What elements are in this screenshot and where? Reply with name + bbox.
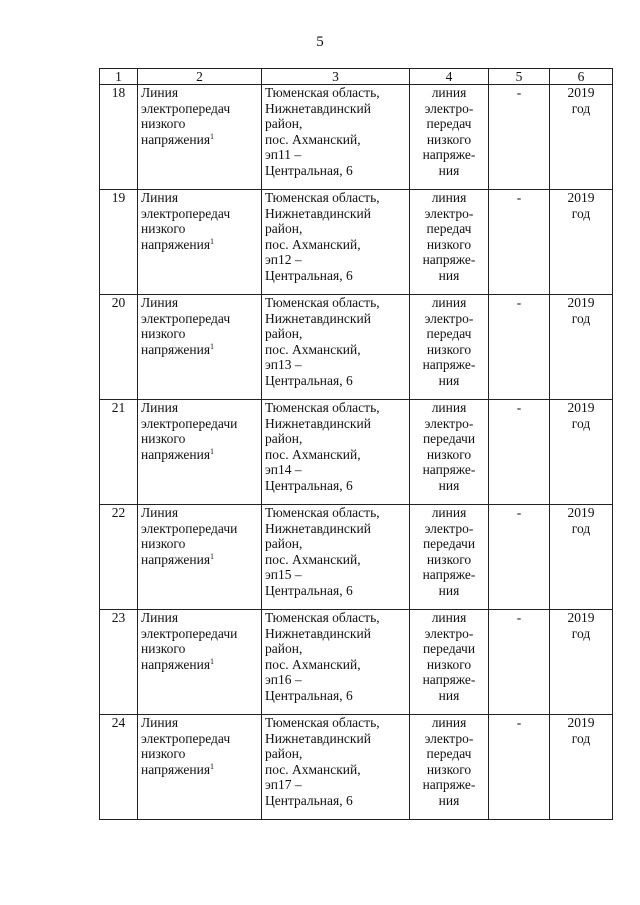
header-cell: 5 [489, 69, 550, 85]
table-row [100, 610, 613, 715]
object-address [262, 190, 410, 295]
type-line: передачи [422, 641, 476, 656]
object-name-line [141, 762, 258, 778]
footnote-marker: 1 [210, 131, 215, 141]
header-cell: 4 [410, 69, 489, 85]
footnote-marker: 1 [210, 551, 215, 561]
type-line: низкого [426, 446, 472, 462]
year-line: год [571, 730, 591, 746]
object-name-text: электропередач [141, 310, 231, 326]
column-5-value: - [489, 715, 550, 820]
table-row [100, 295, 613, 400]
object-name-text: низкого [141, 326, 186, 341]
year-line: год [571, 415, 591, 431]
type-line: электро- [424, 205, 474, 221]
address-line: пос. Ахманский, [265, 131, 361, 147]
address-line: район, [265, 536, 303, 551]
object-type [410, 715, 489, 820]
object-name-line [141, 610, 258, 626]
object-name-text: напряжения [141, 341, 211, 357]
address-line: пос. Ахманский, [265, 341, 361, 357]
table-row [100, 715, 613, 820]
object-name-text: Линия [141, 715, 179, 730]
year-line: год [571, 100, 591, 116]
address-line: Нижнетавдинский [265, 415, 371, 431]
object-name-line [141, 447, 258, 463]
address-line: эп11 – [265, 147, 302, 162]
object-name-text: электропередач [141, 100, 231, 116]
type-line: ния [438, 372, 460, 388]
type-line: электро- [424, 625, 474, 641]
address-line: Центральная, 6 [265, 267, 353, 283]
object-name-line [141, 101, 258, 117]
type-line: низкого [426, 131, 472, 147]
type-line: электро- [424, 310, 474, 326]
address-line: район, [265, 221, 303, 236]
address-line: эп15 – [265, 567, 302, 582]
type-line: электро- [424, 520, 474, 536]
object-type [410, 505, 489, 610]
type-line: ния [438, 582, 460, 598]
address-line: Тюменская область, [265, 715, 380, 730]
footnote-marker: 1 [210, 446, 215, 456]
address-line: район, [265, 431, 303, 446]
footnote-marker: 1 [210, 236, 215, 246]
address-line: Центральная, 6 [265, 792, 353, 808]
object-name-text: электропередачи [141, 625, 238, 641]
year-line: год [571, 310, 591, 326]
column-5-value: - [489, 85, 550, 190]
type-line: электро- [424, 730, 474, 746]
object-name-text: напряжения [141, 236, 211, 252]
object-name-line [141, 206, 258, 222]
object-name [138, 505, 262, 610]
header-cell: 6 [550, 69, 613, 85]
object-name-text: электропередач [141, 730, 231, 746]
type-line: линия [431, 295, 467, 310]
address-line: Нижнетавдинский [265, 625, 371, 641]
object-name-line [141, 746, 258, 762]
address-line: Нижнетавдинский [265, 730, 371, 746]
object-name [138, 85, 262, 190]
address-line: пос. Ахманский, [265, 656, 361, 672]
row-number: 20 [100, 295, 138, 400]
address-line: район, [265, 641, 303, 656]
object-name-line [141, 657, 258, 673]
type-line: напряже- [422, 777, 476, 792]
row-number: 23 [100, 610, 138, 715]
object-type [410, 295, 489, 400]
year-line: год [571, 520, 591, 536]
object-address [262, 85, 410, 190]
type-line: низкого [426, 761, 472, 777]
object-name-line [141, 626, 258, 642]
row-number: 21 [100, 400, 138, 505]
object-name-line [141, 295, 258, 311]
column-5-value: - [489, 505, 550, 610]
type-line: ния [438, 792, 460, 808]
type-line: низкого [426, 341, 472, 357]
table-header [100, 69, 613, 85]
type-line: электро- [424, 415, 474, 431]
object-name-text: напряжения [141, 761, 211, 777]
address-line: Нижнетавдинский [265, 205, 371, 221]
type-line: напряже- [422, 462, 476, 477]
type-line: линия [431, 190, 467, 205]
address-line: эп16 – [265, 672, 302, 687]
object-name-line [141, 85, 258, 101]
year-line: 2019 [567, 400, 595, 415]
column-5-value: - [489, 295, 550, 400]
object-name [138, 190, 262, 295]
type-line: ния [438, 687, 460, 703]
object-name-line [141, 552, 258, 568]
object-address [262, 400, 410, 505]
type-line: передач [426, 116, 472, 131]
type-line: передач [426, 326, 472, 341]
type-line: электро- [424, 100, 474, 116]
object-name-text: электропередачи [141, 520, 238, 536]
column-5-value: - [489, 190, 550, 295]
type-line: линия [431, 85, 467, 100]
row-number: 18 [100, 85, 138, 190]
object-name [138, 610, 262, 715]
object-name-text: электропередачи [141, 415, 238, 431]
address-line: Центральная, 6 [265, 582, 353, 598]
object-name-line [141, 190, 258, 206]
address-line: район, [265, 116, 303, 131]
object-name-line [141, 132, 258, 148]
object-name-text: Линия [141, 400, 179, 415]
table-row [100, 400, 613, 505]
object-address [262, 715, 410, 820]
year-line: год [571, 625, 591, 641]
object-name-line [141, 731, 258, 747]
type-line: линия [431, 715, 467, 730]
type-line: ния [438, 162, 460, 178]
object-name-line [141, 237, 258, 253]
object-name-text: Линия [141, 295, 179, 310]
object-name-text: Линия [141, 505, 179, 520]
year-line: 2019 [567, 610, 595, 625]
address-line: пос. Ахманский, [265, 551, 361, 567]
object-name-line [141, 715, 258, 731]
type-line: напряже- [422, 567, 476, 582]
address-line: Центральная, 6 [265, 687, 353, 703]
object-name-text: низкого [141, 116, 186, 131]
column-5-value: - [489, 610, 550, 715]
year-line: 2019 [567, 715, 595, 730]
object-name-line [141, 311, 258, 327]
object-name-text: низкого [141, 536, 186, 551]
address-line: Нижнетавдинский [265, 310, 371, 326]
address-line: Нижнетавдинский [265, 100, 371, 116]
type-line: низкого [426, 551, 472, 567]
header-row [100, 69, 613, 85]
year-line: 2019 [567, 295, 595, 310]
type-line: низкого [426, 236, 472, 252]
row-number: 19 [100, 190, 138, 295]
object-name-text: напряжения [141, 656, 211, 672]
type-line: передач [426, 221, 472, 236]
table-row [100, 505, 613, 610]
type-line: ния [438, 477, 460, 493]
year-line: 2019 [567, 190, 595, 205]
object-name-text: напряжения [141, 131, 211, 147]
type-line: линия [431, 505, 467, 520]
address-line: Центральная, 6 [265, 477, 353, 493]
object-type [410, 400, 489, 505]
year-line: год [571, 205, 591, 221]
address-line: эп17 – [265, 777, 302, 792]
address-line: пос. Ахманский, [265, 446, 361, 462]
type-line: передач [426, 746, 472, 761]
object-year [550, 85, 613, 190]
object-name-text: низкого [141, 746, 186, 761]
address-line: эп13 – [265, 357, 302, 372]
object-name-line [141, 521, 258, 537]
table-body [100, 85, 613, 820]
object-name [138, 400, 262, 505]
object-type [410, 610, 489, 715]
object-address [262, 610, 410, 715]
address-line: Тюменская область, [265, 400, 380, 415]
year-line: 2019 [567, 85, 595, 100]
object-name-text: напряжения [141, 446, 211, 462]
type-line: линия [431, 610, 467, 625]
object-name-line [141, 505, 258, 521]
footnote-marker: 1 [210, 761, 215, 771]
object-name-line [141, 536, 258, 552]
object-type [410, 190, 489, 295]
object-name [138, 715, 262, 820]
object-name-line [141, 221, 258, 237]
type-line: линия [431, 400, 467, 415]
column-5-value: - [489, 400, 550, 505]
object-address [262, 295, 410, 400]
object-name-text: Линия [141, 85, 179, 100]
address-line: Тюменская область, [265, 505, 380, 520]
object-name-text: Линия [141, 610, 179, 625]
object-name-line [141, 326, 258, 342]
object-name-line [141, 400, 258, 416]
page-number: 5 [316, 34, 324, 50]
address-line: Нижнетавдинский [265, 520, 371, 536]
address-line: Тюменская область, [265, 85, 380, 100]
object-address [262, 505, 410, 610]
address-line: Центральная, 6 [265, 162, 353, 178]
object-name-text: низкого [141, 221, 186, 236]
header-cell: 1 [100, 69, 138, 85]
object-name-line [141, 416, 258, 432]
object-name [138, 295, 262, 400]
type-line: напряже- [422, 357, 476, 372]
address-line: Тюменская область, [265, 295, 380, 310]
header-cell: 3 [262, 69, 410, 85]
address-line: Центральная, 6 [265, 372, 353, 388]
type-line: низкого [426, 656, 472, 672]
object-name-text: низкого [141, 641, 186, 656]
object-year [550, 715, 613, 820]
footnote-marker: 1 [210, 656, 215, 666]
table-row [100, 85, 613, 190]
address-line: район, [265, 326, 303, 341]
address-line: эп14 – [265, 462, 302, 477]
object-name-line [141, 116, 258, 132]
row-number: 22 [100, 505, 138, 610]
footnote-marker: 1 [210, 341, 215, 351]
address-line: Тюменская область, [265, 190, 380, 205]
type-line: ния [438, 267, 460, 283]
object-name-line [141, 641, 258, 657]
object-year [550, 610, 613, 715]
address-line: эп12 – [265, 252, 302, 267]
object-type [410, 85, 489, 190]
address-line: пос. Ахманский, [265, 761, 361, 777]
address-line: район, [265, 746, 303, 761]
object-year [550, 505, 613, 610]
object-name-line [141, 342, 258, 358]
type-line: напряже- [422, 147, 476, 162]
object-name-text: напряжения [141, 551, 211, 567]
address-line: Тюменская область, [265, 610, 380, 625]
object-name-text: низкого [141, 431, 186, 446]
object-name-line [141, 431, 258, 447]
objects-table [99, 68, 613, 820]
object-year [550, 190, 613, 295]
type-line: напряже- [422, 252, 476, 267]
table-row [100, 190, 613, 295]
type-line: передачи [422, 536, 476, 551]
object-name-text: Линия [141, 190, 179, 205]
row-number: 24 [100, 715, 138, 820]
address-line: пос. Ахманский, [265, 236, 361, 252]
type-line: передачи [422, 431, 476, 446]
object-year [550, 400, 613, 505]
object-year [550, 295, 613, 400]
object-name-text: электропередач [141, 205, 231, 221]
year-line: 2019 [567, 505, 595, 520]
type-line: напряже- [422, 672, 476, 687]
header-cell: 2 [138, 69, 262, 85]
